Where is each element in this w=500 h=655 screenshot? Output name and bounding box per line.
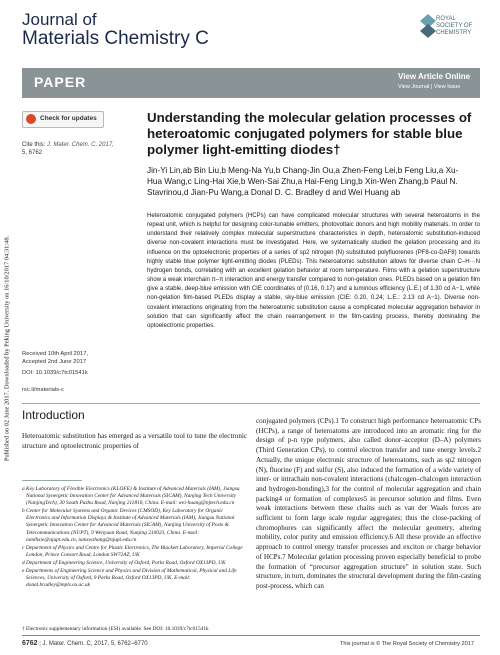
journal-name-line1: Journal of bbox=[22, 10, 97, 29]
affiliation-item: c Department of Physics and Centre for Plastic Electronics, The Blackett Laboratory, Imperial College London, Prince Consort Road, London SW72AZ, UK bbox=[22, 544, 243, 558]
footer-left: 6762 | J. Mater. Chem. C, 2017, 5, 6762–6770 bbox=[22, 640, 148, 647]
affiliations bbox=[22, 486, 247, 590]
affiliation-item: e Departments of Engineering Science and Physics and Division of Mathematical, Physical and Life Sciences, University of Oxford, 9 Parks Road, Oxford OX13PD, UK. E-mail: donal.bradley@mpls.ox.ac.uk bbox=[22, 568, 237, 589]
esi-note: † Electronic supplementary information (ESI) available. See DOI: 10.1039/c7tc01541k bbox=[22, 626, 209, 632]
article-title: Understanding the molecular gelation processes of heteroatomic conjugated polymers for stable blue polymer light-emitting diodes† bbox=[147, 110, 472, 157]
footer-copyright: This journal is © The Royal Society of Chemistry 2017 bbox=[340, 641, 474, 647]
cite-volume: 5, 6762 bbox=[22, 150, 43, 156]
affiliation-item: b Center for Molecular Systems and Organic Devices (CMSOD), Key Laboratory for Organic Electronics and Information Displays & Institute of Advanced Materials (IAM), Jiangsu National Synergetic Innovation Center for Advanced Materials (SICAM), Nanjing University of Posts & Telecommunications (NUPT), 9 Wenyuan Road, Nanjing 210023, China. E-mail: iamlhxie@njupt.edu.cn, iamxwzhang@njupt.edu.cn bbox=[22, 508, 235, 543]
article-history bbox=[22, 350, 142, 366]
citation-block bbox=[22, 141, 117, 157]
affiliation-item: a Key Laboratory of Flexible Electronics (KLOFE) & Institute of Advanced Materials (IAM), Jiangsu National Synergetic Innovation Center for Advanced Materials (SICAM), Nanjing Tech University (NanjingTech), 30 South Puzhu Road, Nanjing 211816, China. E-mail: wei-huang@njtech.edu.cn bbox=[22, 486, 240, 507]
view-journal-issue-links[interactable]: View Journal | View Issue bbox=[398, 84, 461, 90]
accepted-date: Accepted 2nd June 2017 bbox=[22, 359, 87, 365]
check-for-updates-button[interactable] bbox=[22, 111, 104, 128]
abstract: Heteroatomic conjugated polymers (HCPs) can have complicated molecular structures with several heteroatoms in the repeat unit, which is helpful for designing color-tunable emitters, photovoltaic donors and high mobility materials. In order to understand their relatively complex molecular superstructure characteristics in depth, heteroatomic substitution-induced diverse non-covalent interactions must be investigated. Here, we systematically studied the gelation processing and its influence on the optoelectronic properties of a series of sp2 nitrogen (N) substituted polyfluorenes (PF8-co-DAF8) towards highly stable blue polymer light-emitting diodes (PLEDs). This heteroatomic substitution allows for diverse chain C–H···N hydrogen bonds, correlating with an excellent gelation behavior at room temperature. Films with a gelation superstructure show a weak interchain π–π interaction and energy transfer compared to non-gelation ones. PLEDs based on a gelation film give a stable, deep-blue emission with CIE coordinates of (0.16, 0.17) and a luminous efficiency (L.E.) of 1.30 cd A−1, while non-gelation film-based PLEDs display a stable, sky-blue emission (CIE: 0.20, 0.24; L.E.: 2.13 cd A−1). Diverse non-covalent interactions originating from the heteroatomic substitution cause a complicated molecular aggregation behavior in solution that can significantly affect the chain rearrangement in the film-casting process, thereby dominating the optoelectronic properties. bbox=[147, 213, 480, 329]
page-number: 6762 bbox=[22, 640, 38, 647]
section-divider bbox=[22, 403, 480, 404]
footer-rule bbox=[22, 635, 480, 636]
download-side-note-text: Published on 02 June 2017. Downloaded by Peking University on 16/10/2017 04:31:48. bbox=[3, 235, 11, 462]
check-for-updates-label: Check for updates bbox=[40, 115, 97, 122]
doi[interactable]: DOI: 10.1039/c7tc01541k bbox=[22, 370, 88, 376]
introduction-left-paragraph: Heteroatomic substitution has emerged as a versatile tool to tune the electronic structure and optoelectronic properties of bbox=[22, 432, 247, 450]
download-side-note bbox=[2, 140, 12, 560]
footnote-divider bbox=[22, 480, 82, 481]
journal-name-line2: Materials Chemistry C bbox=[22, 28, 209, 49]
rsc-logo-icon bbox=[420, 14, 436, 40]
update-badge-icon bbox=[26, 114, 36, 124]
author-list: Jin-Yi Lin,ab Bin Liu,b Meng-Na Yu,b Chang-Jin Ou,a Zhen-Feng Lei,b Feng Liu,a Xu-Hua Wang,c Ling-Hai Xie,b Wen-Sai Zhu,a Hai-Feng Ling,b Xin-Wen Zhang,b Paul N. Stavrinou,d Jian-Pu Wang,a Donal D. C. Bradley d and Wei Huang ab bbox=[147, 166, 459, 197]
introduction-right-paragraph: conjugated polymers (CPs).1 To construct high performance heteroatomic CPs (HCPs), a range of heteroatoms are introduced into an aromatic ring for the design of p-n type polymers, also called donor–acceptor (D–A) polymers (Third Generation CPs), to control electron transfer and tune energy levels.2 Actually, the unique electronic structure of heteroatoms, such as sp2 nitrogen (N), fluorine (F) and sulfur (S), also induced the formation of a wide variety of inter- or intrachain non-covalent interactions (chalcogen–chalcogen interaction and hydrogen-bonding),3 for the control of molecular aggregation and chain packing4 or formation of complexes5 in precursor solution and films. Even weak interactions between these chains such as van der Waals forces are sufficient to form large scale regular aggregates; thus the close-packing of chromophores can significantly affect the molecular geometry, altering mobility, color purity and emission efficiency.6 All these provide an effective approach to control energy transfer processes and exciton or charge behavior of HCPs.7 Molecular gelation processing proven especially beneficial to probe the formation of “precursor aggregation structure” in solution state. Such structure, in turn, dominates the structural development during the film-casting post-process, which can bbox=[256, 417, 481, 590]
view-article-online-link[interactable]: View Article Online bbox=[398, 72, 471, 81]
footer-journal-ref: J. Mater. Chem. C, 2017, 5, 6762–6770 bbox=[42, 641, 148, 647]
cite-ref: J. Mater. Chem. C, 2017, bbox=[47, 142, 114, 148]
journal-link[interactable]: rsc.li/materials-c bbox=[22, 387, 64, 393]
introduction-heading: Introduction bbox=[22, 408, 85, 422]
rsc-logo bbox=[420, 14, 480, 45]
cite-label: Cite this: bbox=[22, 142, 46, 148]
affiliation-item: d Department of Engineering Science, University of Oxford, Parks Road, Oxford OX13PD, UK bbox=[22, 559, 226, 566]
rsc-logo-text: ROYAL SOCIETY OF CHEMISTRY bbox=[436, 16, 473, 36]
received-date: Received 10th April 2017, bbox=[22, 351, 89, 357]
section-label: PAPER bbox=[34, 74, 87, 90]
journal-name bbox=[22, 10, 209, 48]
